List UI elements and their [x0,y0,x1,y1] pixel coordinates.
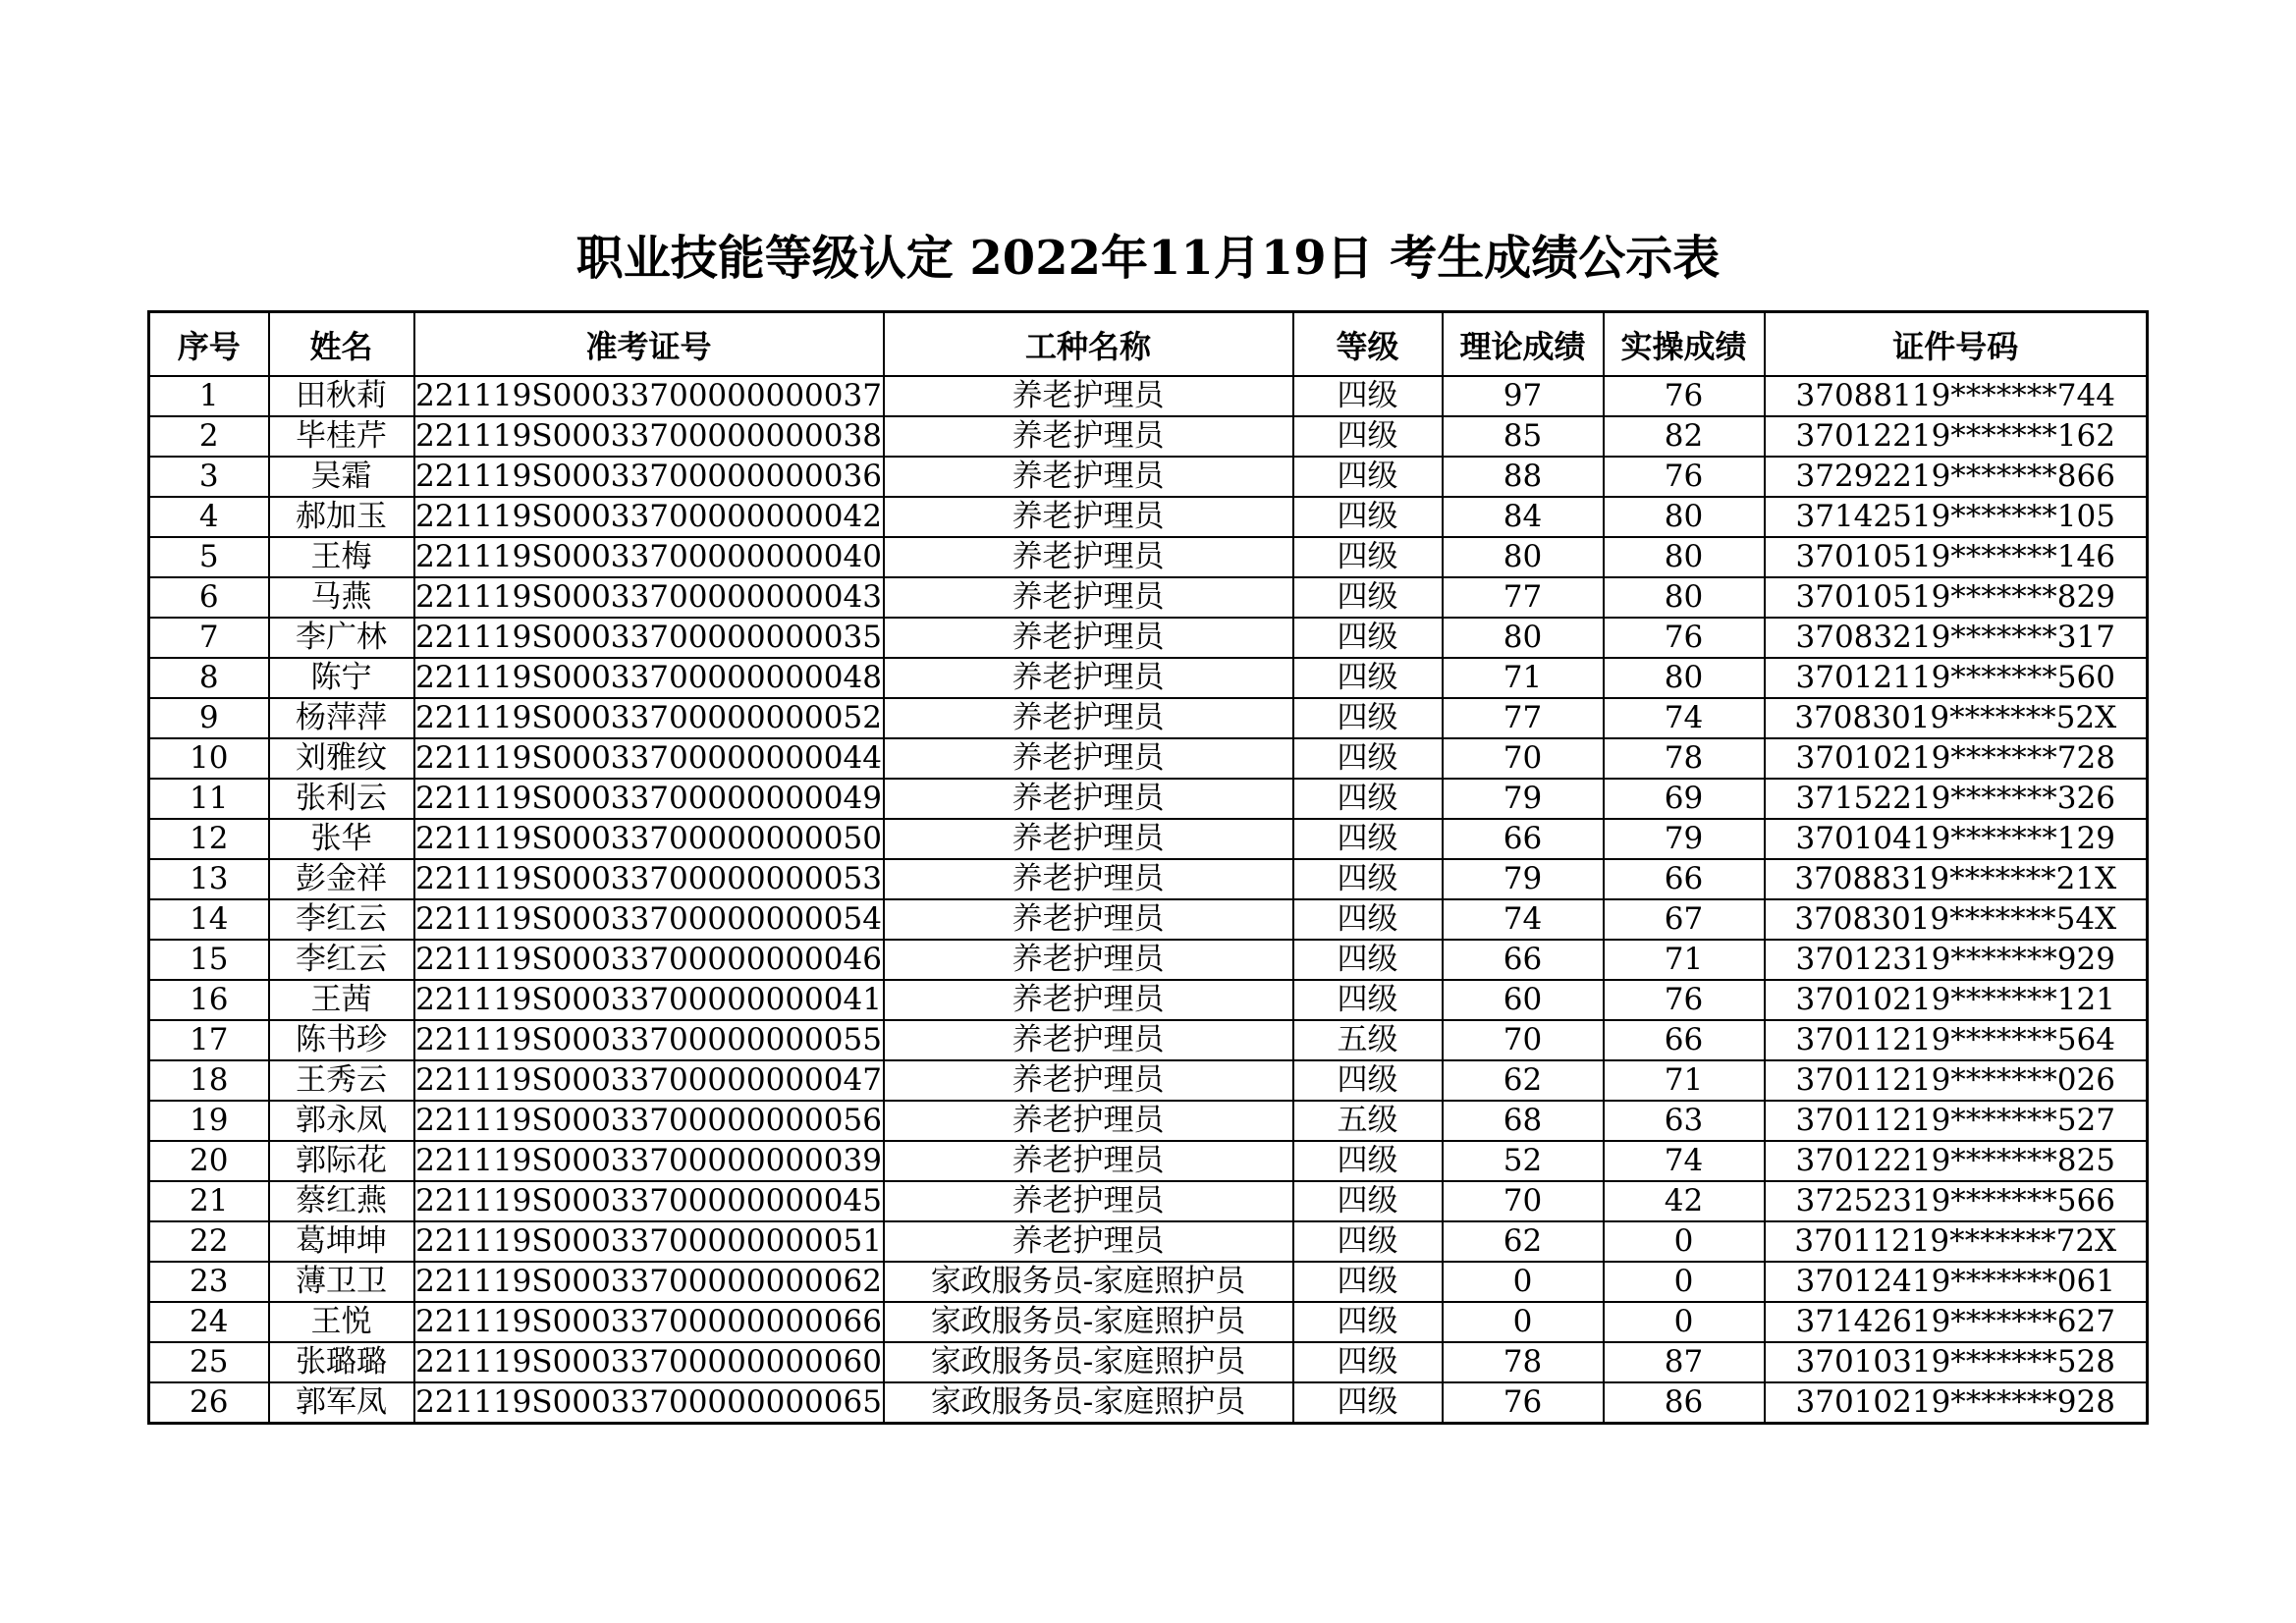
cell-name: 郭永凤 [269,1101,414,1141]
cell-id-number: 37088119*******744 [1765,376,2148,416]
header-cell-job-type: 工种名称 [884,312,1293,377]
cell-name: 陈书珍 [269,1020,414,1060]
cell-level: 四级 [1293,1262,1443,1302]
cell-index: 11 [149,779,269,819]
cell-id-number: 37011219*******72X [1765,1221,2148,1262]
cell-id-number: 37152219*******326 [1765,779,2148,819]
cell-level: 四级 [1293,658,1443,698]
cell-level: 四级 [1293,940,1443,980]
cell-index: 17 [149,1020,269,1060]
cell-name: 郭军凤 [269,1382,414,1424]
table-row [149,497,2148,537]
cell-id-number: 37010219*******928 [1765,1382,2148,1424]
cell-name: 王茜 [269,980,414,1020]
cell-job-type: 养老护理员 [884,819,1293,859]
cell-name: 李广林 [269,618,414,658]
cell-index: 14 [149,899,269,940]
table-row [149,1382,2148,1424]
cell-exam-id: 221119S00033700000000060 [414,1342,884,1382]
cell-practical-score: 76 [1604,980,1765,1020]
cell-theory-score: 68 [1443,1101,1604,1141]
cell-index: 15 [149,940,269,980]
header-cell-name: 姓名 [269,312,414,377]
cell-exam-id: 221119S00033700000000045 [414,1181,884,1221]
table-row [149,1060,2148,1101]
cell-name: 王秀云 [269,1060,414,1101]
cell-job-type: 养老护理员 [884,980,1293,1020]
cell-practical-score: 67 [1604,899,1765,940]
cell-id-number: 37010219*******121 [1765,980,2148,1020]
table-row [149,416,2148,457]
cell-theory-score: 60 [1443,980,1604,1020]
cell-job-type: 养老护理员 [884,940,1293,980]
cell-exam-id: 221119S00033700000000047 [414,1060,884,1101]
cell-exam-id: 221119S00033700000000051 [414,1221,884,1262]
cell-id-number: 37012219*******825 [1765,1141,2148,1181]
table-row [149,1302,2148,1342]
cell-job-type: 家政服务员-家庭照护员 [884,1382,1293,1424]
cell-theory-score: 80 [1443,618,1604,658]
cell-name: 蔡红燕 [269,1181,414,1221]
cell-id-number: 37142619*******627 [1765,1302,2148,1342]
cell-level: 五级 [1293,1020,1443,1060]
cell-name: 薄卫卫 [269,1262,414,1302]
cell-index: 7 [149,618,269,658]
cell-id-number: 37012419*******061 [1765,1262,2148,1302]
cell-job-type: 家政服务员-家庭照护员 [884,1342,1293,1382]
cell-job-type: 养老护理员 [884,1101,1293,1141]
cell-practical-score: 80 [1604,537,1765,577]
cell-practical-score: 82 [1604,416,1765,457]
cell-theory-score: 70 [1443,738,1604,779]
cell-job-type: 养老护理员 [884,618,1293,658]
cell-name: 张璐璐 [269,1342,414,1382]
table-row [149,658,2148,698]
table-row [149,577,2148,618]
cell-name: 毕桂芹 [269,416,414,457]
cell-exam-id: 221119S00033700000000066 [414,1302,884,1342]
cell-index: 24 [149,1302,269,1342]
cell-exam-id: 221119S00033700000000043 [414,577,884,618]
cell-id-number: 37012219*******162 [1765,416,2148,457]
cell-index: 21 [149,1181,269,1221]
cell-exam-id: 221119S00033700000000065 [414,1382,884,1424]
cell-theory-score: 76 [1443,1382,1604,1424]
cell-practical-score: 0 [1604,1262,1765,1302]
cell-practical-score: 80 [1604,497,1765,537]
cell-name: 马燕 [269,577,414,618]
page-title: 职业技能等级认定 2022年11月19日 考生成绩公示表 [575,231,1721,286]
table-row [149,376,2148,416]
table-body [149,376,2148,1424]
cell-id-number: 37083019*******54X [1765,899,2148,940]
cell-level: 四级 [1293,1060,1443,1101]
table-row [149,1221,2148,1262]
cell-exam-id: 221119S00033700000000037 [414,376,884,416]
cell-name: 王梅 [269,537,414,577]
cell-practical-score: 0 [1604,1221,1765,1262]
cell-index: 8 [149,658,269,698]
cell-theory-score: 66 [1443,940,1604,980]
cell-id-number: 37010319*******528 [1765,1342,2148,1382]
cell-theory-score: 74 [1443,899,1604,940]
cell-practical-score: 80 [1604,577,1765,618]
cell-index: 5 [149,537,269,577]
cell-level: 四级 [1293,859,1443,899]
table-row [149,1020,2148,1060]
cell-name: 刘雅纹 [269,738,414,779]
cell-practical-score: 78 [1604,738,1765,779]
cell-level: 四级 [1293,376,1443,416]
cell-practical-score: 74 [1604,1141,1765,1181]
cell-name: 彭金祥 [269,859,414,899]
cell-name: 张利云 [269,779,414,819]
cell-practical-score: 76 [1604,457,1765,497]
cell-exam-id: 221119S00033700000000052 [414,698,884,738]
cell-practical-score: 80 [1604,658,1765,698]
table-row [149,698,2148,738]
cell-name: 田秋莉 [269,376,414,416]
cell-id-number: 37083219*******317 [1765,618,2148,658]
cell-job-type: 家政服务员-家庭照护员 [884,1262,1293,1302]
cell-name: 陈宁 [269,658,414,698]
cell-level: 四级 [1293,779,1443,819]
cell-name: 王悦 [269,1302,414,1342]
table-row [149,899,2148,940]
cell-job-type: 养老护理员 [884,1020,1293,1060]
cell-exam-id: 221119S00033700000000044 [414,738,884,779]
cell-practical-score: 66 [1604,1020,1765,1060]
cell-job-type: 养老护理员 [884,658,1293,698]
cell-job-type: 家政服务员-家庭照护员 [884,1302,1293,1342]
cell-level: 四级 [1293,497,1443,537]
cell-job-type: 养老护理员 [884,1060,1293,1101]
cell-practical-score: 71 [1604,940,1765,980]
cell-theory-score: 0 [1443,1302,1604,1342]
table-row [149,819,2148,859]
cell-id-number: 37010519*******829 [1765,577,2148,618]
cell-name: 吴霜 [269,457,414,497]
cell-index: 20 [149,1141,269,1181]
cell-practical-score: 79 [1604,819,1765,859]
cell-theory-score: 77 [1443,577,1604,618]
cell-theory-score: 88 [1443,457,1604,497]
cell-exam-id: 221119S00033700000000040 [414,537,884,577]
cell-theory-score: 97 [1443,376,1604,416]
table-row [149,1181,2148,1221]
cell-name: 郝加玉 [269,497,414,537]
cell-index: 19 [149,1101,269,1141]
cell-exam-id: 221119S00033700000000050 [414,819,884,859]
cell-level: 四级 [1293,618,1443,658]
cell-exam-id: 221119S00033700000000038 [414,416,884,457]
cell-job-type: 养老护理员 [884,577,1293,618]
cell-job-type: 养老护理员 [884,1221,1293,1262]
cell-index: 1 [149,376,269,416]
cell-id-number: 37010419*******129 [1765,819,2148,859]
header-cell-exam-id: 准考证号 [414,312,884,377]
cell-job-type: 养老护理员 [884,899,1293,940]
cell-id-number: 37010219*******728 [1765,738,2148,779]
cell-theory-score: 62 [1443,1221,1604,1262]
cell-job-type: 养老护理员 [884,416,1293,457]
table-row [149,1262,2148,1302]
cell-job-type: 养老护理员 [884,497,1293,537]
cell-level: 四级 [1293,899,1443,940]
table-row [149,859,2148,899]
cell-level: 四级 [1293,1141,1443,1181]
cell-id-number: 37083019*******52X [1765,698,2148,738]
cell-level: 四级 [1293,457,1443,497]
cell-level: 四级 [1293,1382,1443,1424]
table-row [149,980,2148,1020]
cell-practical-score: 0 [1604,1302,1765,1342]
cell-index: 18 [149,1060,269,1101]
cell-level: 四级 [1293,1221,1443,1262]
cell-level: 四级 [1293,738,1443,779]
cell-id-number: 37011219*******527 [1765,1101,2148,1141]
cell-level: 四级 [1293,1302,1443,1342]
cell-id-number: 37088319*******21X [1765,859,2148,899]
cell-index: 26 [149,1382,269,1424]
cell-level: 四级 [1293,698,1443,738]
cell-exam-id: 221119S00033700000000049 [414,779,884,819]
cell-theory-score: 85 [1443,416,1604,457]
cell-id-number: 37252319*******566 [1765,1181,2148,1221]
table-row [149,537,2148,577]
table-row [149,457,2148,497]
cell-practical-score: 76 [1604,376,1765,416]
cell-id-number: 37010519*******146 [1765,537,2148,577]
cell-theory-score: 70 [1443,1181,1604,1221]
table-row [149,940,2148,980]
cell-index: 16 [149,980,269,1020]
cell-job-type: 养老护理员 [884,376,1293,416]
cell-job-type: 养老护理员 [884,1181,1293,1221]
cell-theory-score: 70 [1443,1020,1604,1060]
table-header-row [149,312,2148,377]
cell-exam-id: 221119S00033700000000056 [414,1101,884,1141]
cell-practical-score: 42 [1604,1181,1765,1221]
cell-id-number: 37011219*******564 [1765,1020,2148,1060]
cell-theory-score: 79 [1443,779,1604,819]
header-cell-theory-score: 理论成绩 [1443,312,1604,377]
header-cell-practical-score: 实操成绩 [1604,312,1765,377]
cell-name: 郭际花 [269,1141,414,1181]
cell-index: 25 [149,1342,269,1382]
cell-index: 2 [149,416,269,457]
cell-practical-score: 69 [1604,779,1765,819]
cell-practical-score: 66 [1604,859,1765,899]
cell-level: 五级 [1293,1101,1443,1141]
cell-practical-score: 74 [1604,698,1765,738]
cell-level: 四级 [1293,980,1443,1020]
cell-job-type: 养老护理员 [884,537,1293,577]
cell-id-number: 37142519*******105 [1765,497,2148,537]
cell-index: 3 [149,457,269,497]
cell-exam-id: 221119S00033700000000046 [414,940,884,980]
cell-exam-id: 221119S00033700000000053 [414,859,884,899]
cell-id-number: 37011219*******026 [1765,1060,2148,1101]
cell-index: 6 [149,577,269,618]
cell-level: 四级 [1293,537,1443,577]
cell-index: 22 [149,1221,269,1262]
cell-practical-score: 63 [1604,1101,1765,1141]
score-table [147,310,2149,1425]
cell-exam-id: 221119S00033700000000035 [414,618,884,658]
cell-theory-score: 84 [1443,497,1604,537]
cell-index: 12 [149,819,269,859]
cell-level: 四级 [1293,1181,1443,1221]
cell-theory-score: 66 [1443,819,1604,859]
cell-practical-score: 71 [1604,1060,1765,1101]
cell-theory-score: 78 [1443,1342,1604,1382]
cell-practical-score: 86 [1604,1382,1765,1424]
cell-theory-score: 62 [1443,1060,1604,1101]
cell-job-type: 养老护理员 [884,457,1293,497]
table-row [149,618,2148,658]
cell-theory-score: 71 [1443,658,1604,698]
cell-level: 四级 [1293,416,1443,457]
cell-exam-id: 221119S00033700000000055 [414,1020,884,1060]
cell-job-type: 养老护理员 [884,859,1293,899]
table-row [149,1101,2148,1141]
table-row [149,738,2148,779]
cell-name: 张华 [269,819,414,859]
table-row [149,1141,2148,1181]
cell-name: 李红云 [269,940,414,980]
cell-exam-id: 221119S00033700000000048 [414,658,884,698]
cell-id-number: 37012319*******929 [1765,940,2148,980]
cell-level: 四级 [1293,1342,1443,1382]
cell-job-type: 养老护理员 [884,738,1293,779]
header-cell-id-number: 证件号码 [1765,312,2148,377]
cell-index: 13 [149,859,269,899]
cell-practical-score: 76 [1604,618,1765,658]
cell-exam-id: 221119S00033700000000054 [414,899,884,940]
cell-theory-score: 0 [1443,1262,1604,1302]
cell-name: 葛坤坤 [269,1221,414,1262]
cell-name: 李红云 [269,899,414,940]
cell-theory-score: 52 [1443,1141,1604,1181]
cell-id-number: 37292219*******866 [1765,457,2148,497]
cell-exam-id: 221119S00033700000000041 [414,980,884,1020]
cell-index: 23 [149,1262,269,1302]
table-row [149,1342,2148,1382]
cell-exam-id: 221119S00033700000000036 [414,457,884,497]
cell-index: 10 [149,738,269,779]
cell-exam-id: 221119S00033700000000062 [414,1262,884,1302]
table-row [149,779,2148,819]
cell-theory-score: 79 [1443,859,1604,899]
cell-practical-score: 87 [1604,1342,1765,1382]
cell-level: 四级 [1293,819,1443,859]
header-cell-index: 序号 [149,312,269,377]
cell-exam-id: 221119S00033700000000039 [414,1141,884,1181]
cell-level: 四级 [1293,577,1443,618]
cell-name: 杨萍萍 [269,698,414,738]
cell-theory-score: 77 [1443,698,1604,738]
cell-index: 9 [149,698,269,738]
header-cell-level: 等级 [1293,312,1443,377]
cell-index: 4 [149,497,269,537]
cell-exam-id: 221119S00033700000000042 [414,497,884,537]
cell-job-type: 养老护理员 [884,779,1293,819]
cell-job-type: 养老护理员 [884,1141,1293,1181]
cell-id-number: 37012119*******560 [1765,658,2148,698]
cell-job-type: 养老护理员 [884,698,1293,738]
cell-theory-score: 80 [1443,537,1604,577]
